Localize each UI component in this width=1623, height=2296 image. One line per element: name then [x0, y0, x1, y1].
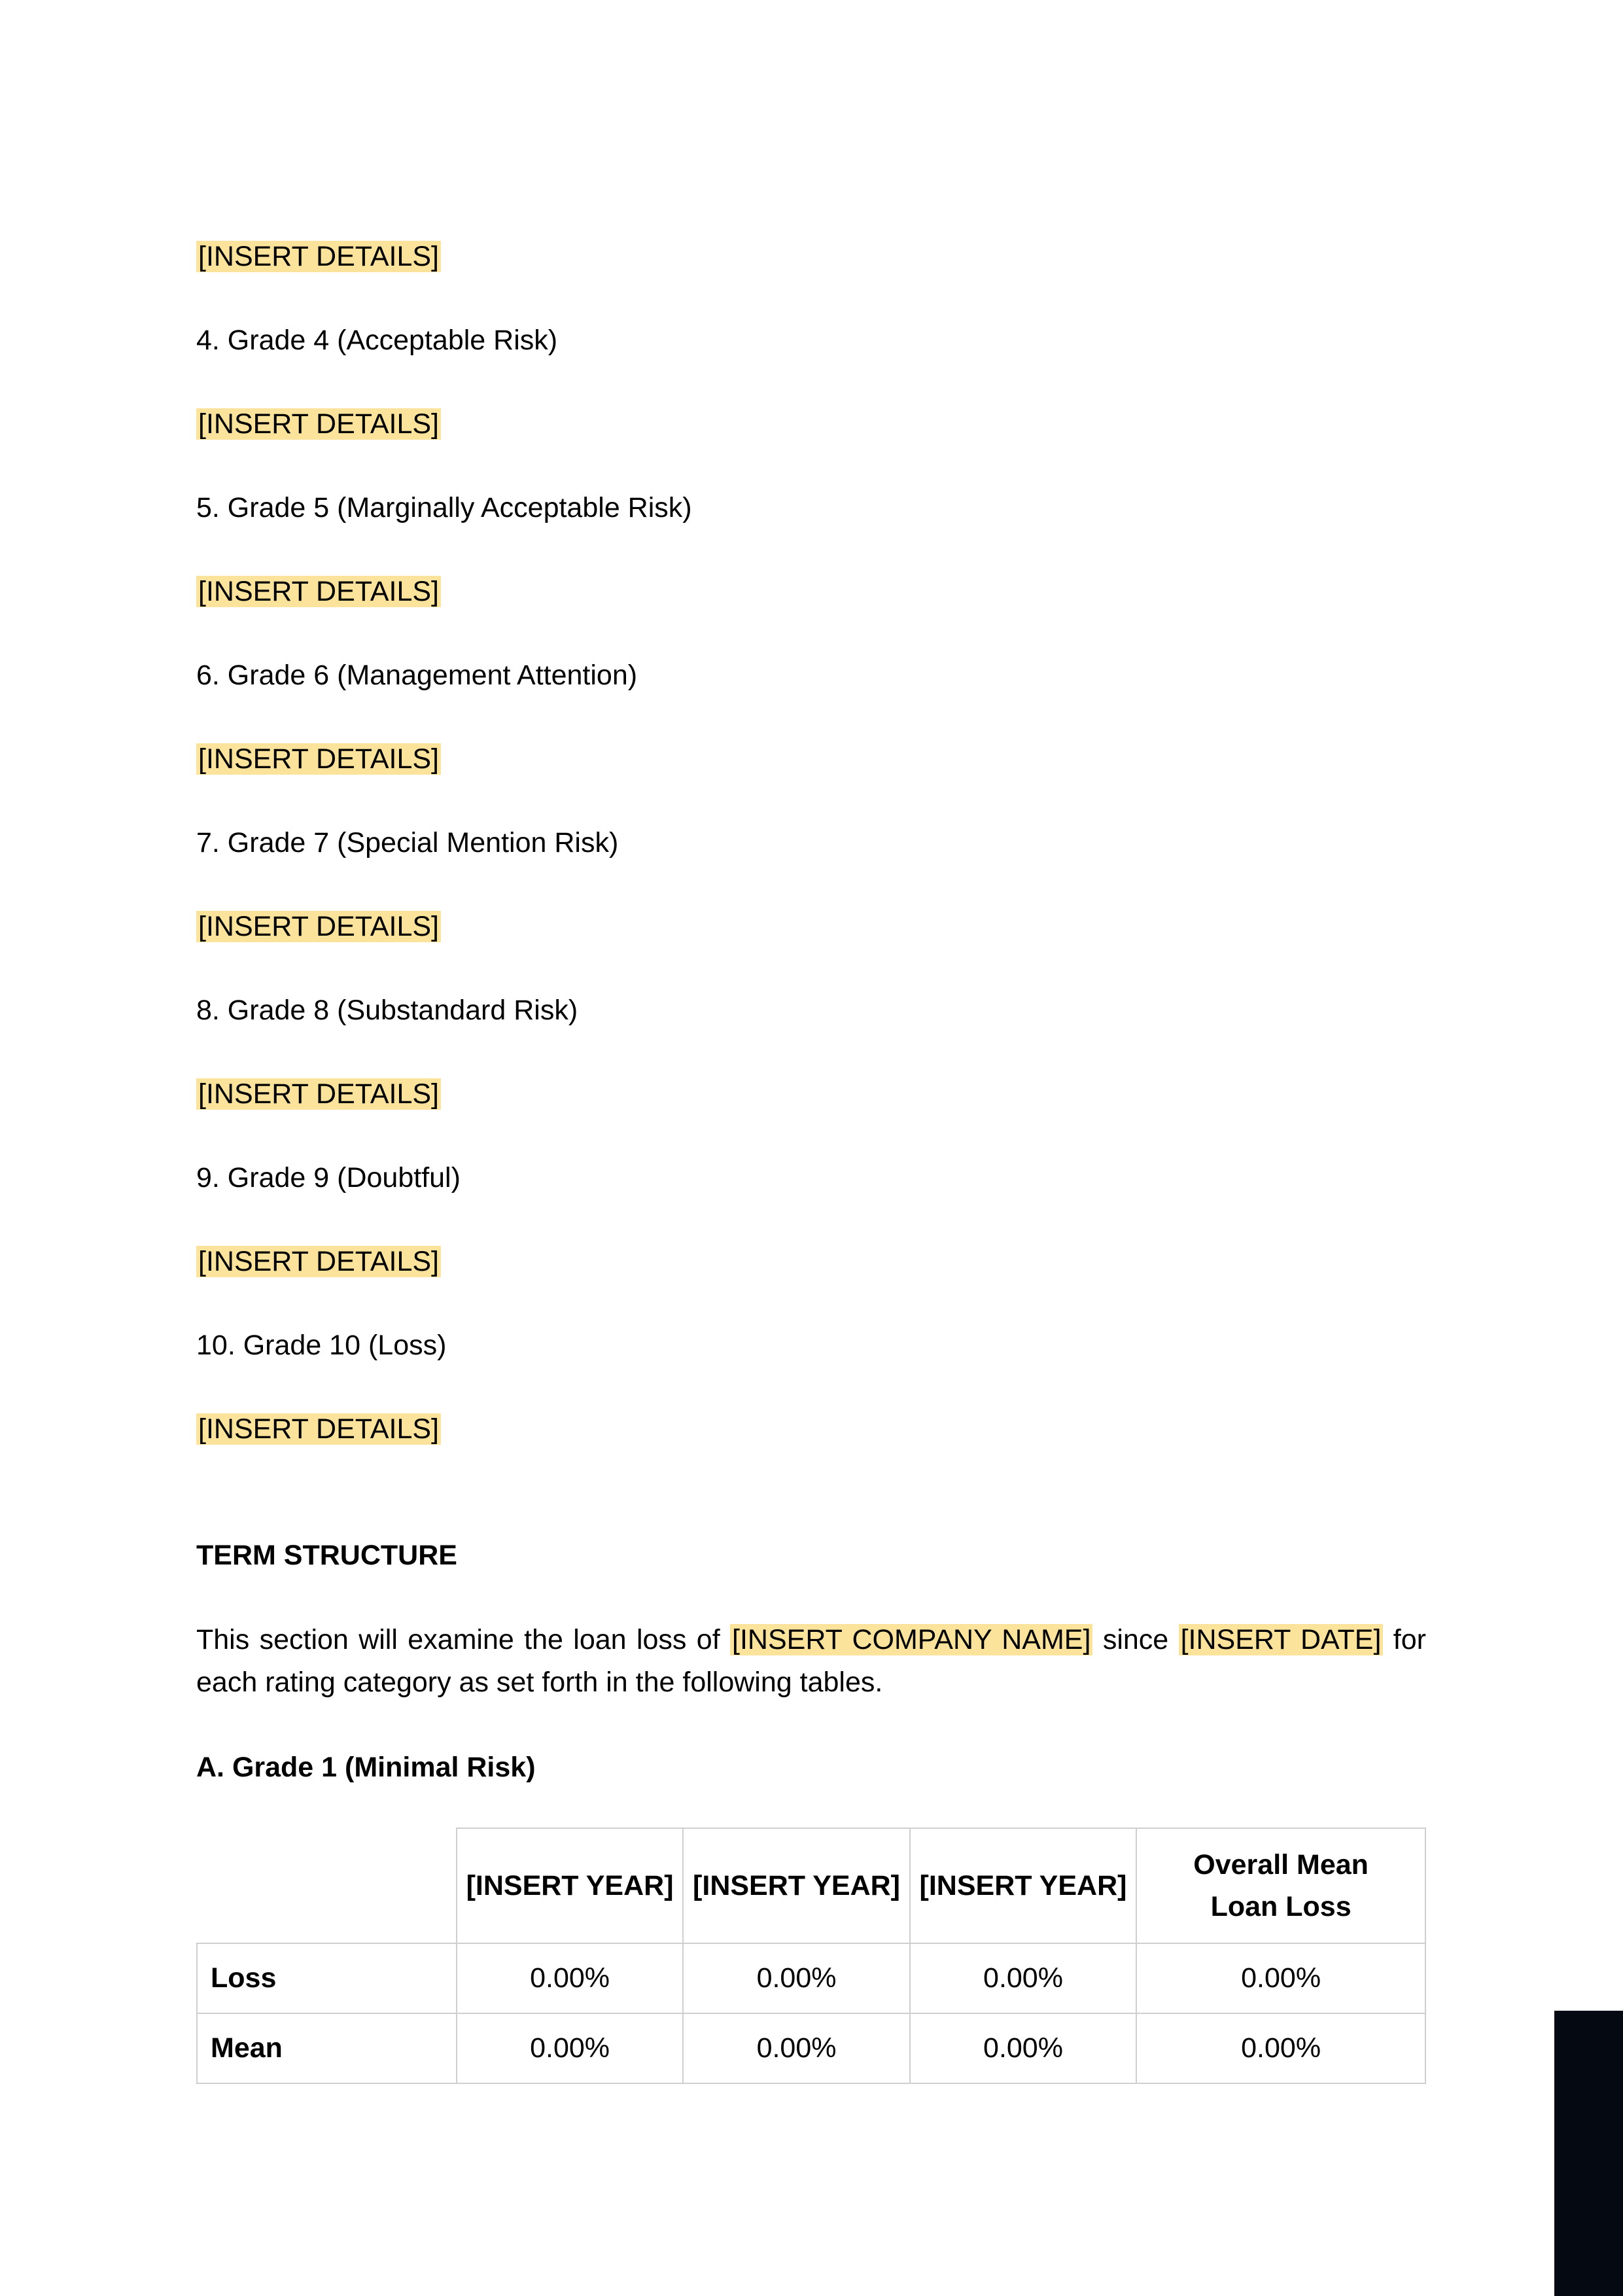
table-header-row [197, 1828, 1425, 1943]
list-item [196, 1073, 1426, 1115]
placeholder-insert-details[interactable]: [INSERT DETAILS] [196, 576, 441, 607]
row-label-loss: Loss [197, 1943, 457, 2013]
table-cell: 0.00% [457, 2013, 683, 2083]
document-page [196, 236, 1426, 2084]
list-item [196, 403, 1426, 445]
table-row [197, 1943, 1425, 2013]
list-item [196, 571, 1426, 612]
table-cell: 0.00% [1136, 2013, 1425, 2083]
paragraph-text: since [1092, 1624, 1179, 1655]
table-cell: 0.00% [910, 2013, 1136, 2083]
table-header-overall-mean: Overall Mean Loan Loss [1136, 1828, 1425, 1943]
table-cell: 0.00% [910, 1943, 1136, 2013]
table-header-year: [INSERT YEAR] [910, 1828, 1136, 1943]
placeholder-insert-details[interactable]: [INSERT DETAILS] [196, 743, 441, 775]
table-row [197, 2013, 1425, 2083]
placeholder-insert-details[interactable]: [INSERT DETAILS] [196, 1413, 441, 1445]
table-header-year: [INSERT YEAR] [683, 1828, 909, 1943]
table-header-year: [INSERT YEAR] [457, 1828, 683, 1943]
list-item [196, 1408, 1426, 1450]
term-structure-paragraph [196, 1619, 1426, 1704]
table-cell: 0.00% [457, 1943, 683, 2013]
list-item-grade-9: 9. Grade 9 (Doubtful) [196, 1162, 461, 1193]
row-label-mean: Mean [197, 2013, 457, 2083]
paragraph-text: This section will examine the loan loss of [196, 1624, 731, 1655]
placeholder-insert-details[interactable]: [INSERT DETAILS] [196, 1078, 441, 1110]
grades-list [196, 236, 1426, 1450]
list-item-grade-10: 10. Grade 10 (Loss) [196, 1330, 447, 1361]
list-item-grade-7: 7. Grade 7 (Special Mention Risk) [196, 827, 619, 858]
list-item [196, 738, 1426, 780]
list-item-grade-4: 4. Grade 4 (Acceptable Risk) [196, 325, 558, 356]
paragraph-text: for each rating category as set forth in the following tables. [196, 1624, 1426, 1698]
table-corner-cell [197, 1828, 457, 1943]
list-item-grade-8: 8. Grade 8 (Substandard Risk) [196, 995, 578, 1026]
list-item-grade-6: 6. Grade 6 (Management Attention) [196, 660, 638, 691]
section-heading-term-structure: TERM STRUCTURE [196, 1540, 457, 1571]
list-item-grade-5: 5. Grade 5 (Marginally Acceptable Risk) [196, 492, 692, 523]
placeholder-insert-details[interactable]: [INSERT DETAILS] [196, 1246, 441, 1277]
placeholder-insert-details[interactable]: [INSERT DETAILS] [196, 911, 441, 942]
loan-loss-table [196, 1828, 1426, 2084]
list-item [196, 906, 1426, 947]
list-item [196, 236, 1426, 277]
table-cell: 0.00% [1136, 1943, 1425, 2013]
table-cell: 0.00% [683, 1943, 909, 2013]
placeholder-insert-details[interactable]: [INSERT DETAILS] [196, 408, 441, 440]
table-cell: 0.00% [683, 2013, 909, 2083]
side-tab-block [1554, 2011, 1623, 2296]
list-item [196, 1241, 1426, 1282]
subheading-grade-1: A. Grade 1 (Minimal Risk) [196, 1752, 536, 1783]
placeholder-company-name[interactable]: [INSERT COMPANY NAME] [730, 1624, 1092, 1655]
placeholder-date[interactable]: [INSERT DATE] [1179, 1624, 1384, 1655]
placeholder-insert-details[interactable]: [INSERT DETAILS] [196, 241, 441, 272]
